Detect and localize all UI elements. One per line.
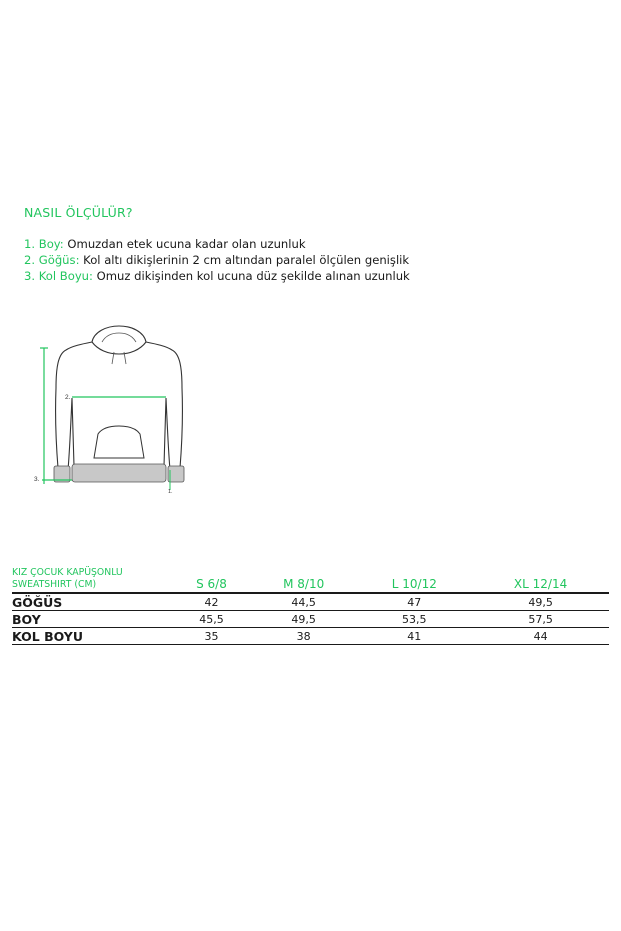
hoodie-body-outline bbox=[56, 342, 183, 470]
hoodie-hood-inner bbox=[102, 333, 136, 342]
table-row bbox=[12, 611, 609, 628]
instruction-sleeve bbox=[24, 268, 410, 284]
row-label: GÖĞÜS bbox=[12, 593, 172, 611]
table-cell: 57,5 bbox=[472, 611, 609, 628]
sleeve-measure-label: 3. bbox=[34, 476, 40, 483]
hoodie-pocket bbox=[94, 426, 144, 458]
length-measure-label: 1. bbox=[168, 489, 173, 495]
table-cell: 47 bbox=[356, 593, 472, 611]
table-row bbox=[12, 628, 609, 645]
size-chart-table bbox=[12, 567, 609, 645]
instruction-text: Omuz dikişinden kol ucuna düz şekilde alınan uzunluk bbox=[92, 269, 410, 283]
table-cell: 41 bbox=[356, 628, 472, 645]
table-cell: 53,5 bbox=[356, 611, 472, 628]
table-header-row bbox=[12, 567, 609, 593]
size-header: S 6/8 bbox=[172, 567, 251, 593]
instruction-label: 3. Kol Boyu: bbox=[24, 269, 93, 283]
instruction-label: 2. Göğüs: bbox=[24, 253, 80, 267]
table-cell: 49,5 bbox=[472, 593, 609, 611]
hoodie-hem bbox=[72, 464, 166, 482]
table-cell: 38 bbox=[251, 628, 357, 645]
table-cell: 35 bbox=[172, 628, 251, 645]
size-header: M 8/10 bbox=[251, 567, 357, 593]
page-heading: NASIL ÖLÇÜLÜR? bbox=[24, 205, 133, 220]
product-title-line1: KIZ ÇOCUK KAPÜŞONLU bbox=[12, 567, 123, 578]
instruction-text: Kol altı dikişlerinin 2 cm altından paralel ölçülen genişlik bbox=[79, 253, 410, 267]
instruction-label: 1. Boy: bbox=[24, 237, 64, 251]
table-row bbox=[12, 593, 609, 611]
instruction-text: Omuzdan etek ucuna kadar olan uzunluk bbox=[63, 237, 306, 251]
row-label: KOL BOYU bbox=[12, 628, 172, 645]
instruction-length bbox=[24, 236, 410, 252]
table-cell: 44,5 bbox=[251, 593, 357, 611]
chest-measure-label: 2. bbox=[65, 394, 71, 401]
table-cell: 49,5 bbox=[251, 611, 357, 628]
hoodie-icon bbox=[32, 318, 222, 498]
size-header: L 10/12 bbox=[356, 567, 472, 593]
size-header: XL 12/14 bbox=[472, 567, 609, 593]
table-cell: 45,5 bbox=[172, 611, 251, 628]
measurement-instructions bbox=[24, 236, 410, 284]
row-label: BOY bbox=[12, 611, 172, 628]
instruction-chest bbox=[24, 252, 410, 268]
table-cell: 42 bbox=[172, 593, 251, 611]
hoodie-hood bbox=[92, 326, 146, 354]
product-title-line2: SWEATSHIRT (CM) bbox=[12, 579, 97, 590]
product-title bbox=[12, 567, 172, 593]
table-cell: 44 bbox=[472, 628, 609, 645]
